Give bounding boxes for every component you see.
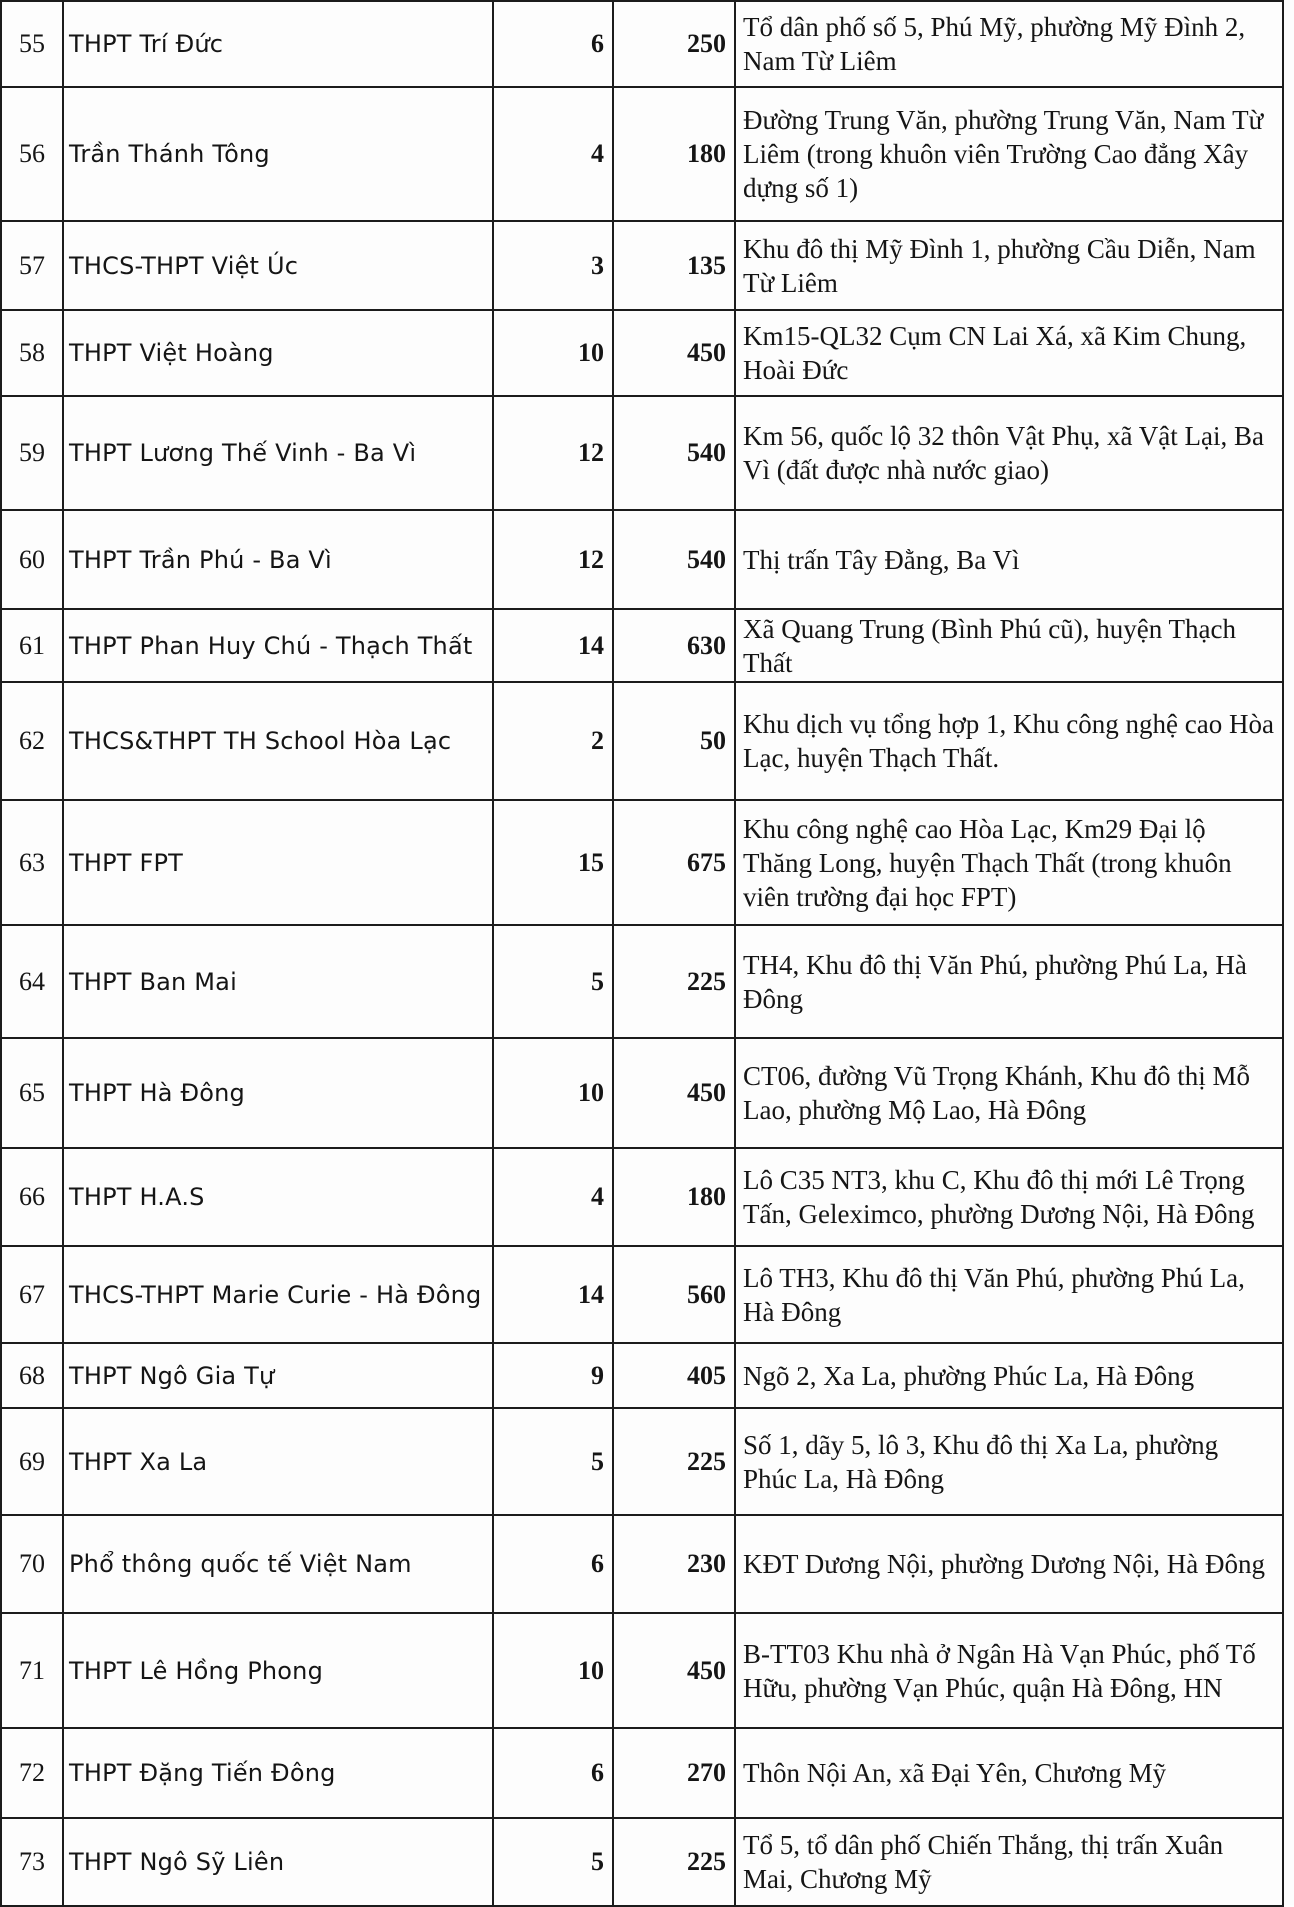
school-name: THPT FPT [63,800,493,925]
school-address: Đường Trung Văn, phường Trung Văn, Nam Từ Liêm (trong khuôn viên Trường Cao đẳng Xây dựng số 1) [735,87,1283,221]
student-count: 405 [613,1343,735,1408]
school-name: THPT Xa La [63,1408,493,1515]
student-count: 450 [613,1038,735,1148]
table-row [1,1818,1283,1906]
class-count: 12 [493,510,613,609]
student-count: 560 [613,1246,735,1343]
school-address: Xã Quang Trung (Bình Phú cũ), huyện Thạch Thất [735,609,1283,682]
school-name: THCS-THPT Việt Úc [63,221,493,310]
school-name: THPT Ban Mai [63,925,493,1038]
school-address: Lô TH3, Khu đô thị Văn Phú, phường Phú La, Hà Đông [735,1246,1283,1343]
school-name: THPT H.A.S [63,1148,493,1246]
table-row [1,510,1283,609]
school-name: THCS-THPT Marie Curie - Hà Đông [63,1246,493,1343]
table-row [1,221,1283,310]
class-count: 5 [493,925,613,1038]
school-name: THPT Hà Đông [63,1038,493,1148]
table-row [1,609,1283,682]
school-address: TH4, Khu đô thị Văn Phú, phường Phú La, Hà Đông [735,925,1283,1038]
school-address: Lô C35 NT3, khu C, Khu đô thị mới Lê Trọng Tấn, Geleximco, phường Dương Nội, Hà Đông [735,1148,1283,1246]
student-count: 450 [613,310,735,396]
school-name: THPT Trí Đức [63,1,493,87]
row-number: 56 [1,87,63,221]
row-number: 63 [1,800,63,925]
table-row [1,1343,1283,1408]
class-count: 5 [493,1818,613,1906]
table-row [1,1515,1283,1613]
school-address: CT06, đường Vũ Trọng Khánh, Khu đô thị Mỗ Lao, phường Mộ Lao, Hà Đông [735,1038,1283,1148]
school-name: THPT Ngô Sỹ Liên [63,1818,493,1906]
student-count: 675 [613,800,735,925]
student-count: 225 [613,925,735,1038]
school-address: Ngõ 2, Xa La, phường Phúc La, Hà Đông [735,1343,1283,1408]
student-count: 450 [613,1613,735,1728]
table-row [1,1246,1283,1343]
row-number: 65 [1,1038,63,1148]
table-row [1,682,1283,800]
student-count: 230 [613,1515,735,1613]
school-address: Số 1, dãy 5, lô 3, Khu đô thị Xa La, phường Phúc La, Hà Đông [735,1408,1283,1515]
row-number: 59 [1,396,63,510]
student-count: 630 [613,609,735,682]
school-name: Phổ thông quốc tế Việt Nam [63,1515,493,1613]
row-number: 71 [1,1613,63,1728]
class-count: 5 [493,1408,613,1515]
class-count: 9 [493,1343,613,1408]
row-number: 58 [1,310,63,396]
class-count: 3 [493,221,613,310]
table-row [1,925,1283,1038]
class-count: 4 [493,87,613,221]
school-address: Km 56, quốc lộ 32 thôn Vật Phụ, xã Vật Lại, Ba Vì (đất được nhà nước giao) [735,396,1283,510]
school-name: Trần Thánh Tông [63,87,493,221]
student-count: 540 [613,396,735,510]
school-address: Km15-QL32 Cụm CN Lai Xá, xã Kim Chung, Hoài Đức [735,310,1283,396]
student-count: 50 [613,682,735,800]
school-address: Thị trấn Tây Đằng, Ba Vì [735,510,1283,609]
table-row [1,396,1283,510]
row-number: 73 [1,1818,63,1906]
row-number: 66 [1,1148,63,1246]
school-name: THPT Việt Hoàng [63,310,493,396]
row-number: 68 [1,1343,63,1408]
row-number: 55 [1,1,63,87]
class-count: 10 [493,1038,613,1148]
table-row [1,1038,1283,1148]
class-count: 14 [493,609,613,682]
table-row [1,1728,1283,1818]
school-name: THPT Phan Huy Chú - Thạch Thất [63,609,493,682]
table-row [1,800,1283,925]
table-row [1,1148,1283,1246]
student-count: 180 [613,1148,735,1246]
class-count: 6 [493,1728,613,1818]
school-address: Khu công nghệ cao Hòa Lạc, Km29 Đại lộ Thăng Long, huyện Thạch Thất (trong khuôn viên trường đại học FPT) [735,800,1283,925]
student-count: 225 [613,1408,735,1515]
school-name: THPT Ngô Gia Tự [63,1343,493,1408]
class-count: 10 [493,1613,613,1728]
row-number: 70 [1,1515,63,1613]
student-count: 540 [613,510,735,609]
school-address: Tổ 5, tổ dân phố Chiến Thắng, thị trấn Xuân Mai, Chương Mỹ [735,1818,1283,1906]
row-number: 62 [1,682,63,800]
class-count: 2 [493,682,613,800]
row-number: 69 [1,1408,63,1515]
school-address: Tổ dân phố số 5, Phú Mỹ, phường Mỹ Đình 2, Nam Từ Liêm [735,1,1283,87]
class-count: 4 [493,1148,613,1246]
student-count: 135 [613,221,735,310]
table-row [1,1,1283,87]
class-count: 12 [493,396,613,510]
school-address: Khu đô thị Mỹ Đình 1, phường Cầu Diễn, Nam Từ Liêm [735,221,1283,310]
row-number: 72 [1,1728,63,1818]
student-count: 270 [613,1728,735,1818]
row-number: 64 [1,925,63,1038]
class-count: 15 [493,800,613,925]
school-address: B-TT03 Khu nhà ở Ngân Hà Vạn Phúc, phố Tố Hữu, phường Vạn Phúc, quận Hà Đông, HN [735,1613,1283,1728]
school-name: THPT Lương Thế Vinh - Ba Vì [63,396,493,510]
row-number: 57 [1,221,63,310]
student-count: 225 [613,1818,735,1906]
table-row [1,310,1283,396]
row-number: 60 [1,510,63,609]
school-address: Thôn Nội An, xã Đại Yên, Chương Mỹ [735,1728,1283,1818]
table-row [1,1613,1283,1728]
class-count: 10 [493,310,613,396]
school-address: KĐT Dương Nội, phường Dương Nội, Hà Đông [735,1515,1283,1613]
row-number: 61 [1,609,63,682]
class-count: 6 [493,1515,613,1613]
student-count: 180 [613,87,735,221]
school-address: Khu dịch vụ tổng hợp 1, Khu công nghệ cao Hòa Lạc, huyện Thạch Thất. [735,682,1283,800]
table-row [1,87,1283,221]
school-name: THPT Trần Phú - Ba Vì [63,510,493,609]
table-row [1,1408,1283,1515]
student-count: 250 [613,1,735,87]
class-count: 6 [493,1,613,87]
school-name: THPT Lê Hồng Phong [63,1613,493,1728]
row-number: 67 [1,1246,63,1343]
school-name: THCS&THPT TH School Hòa Lạc [63,682,493,800]
class-count: 14 [493,1246,613,1343]
school-name: THPT Đặng Tiến Đông [63,1728,493,1818]
